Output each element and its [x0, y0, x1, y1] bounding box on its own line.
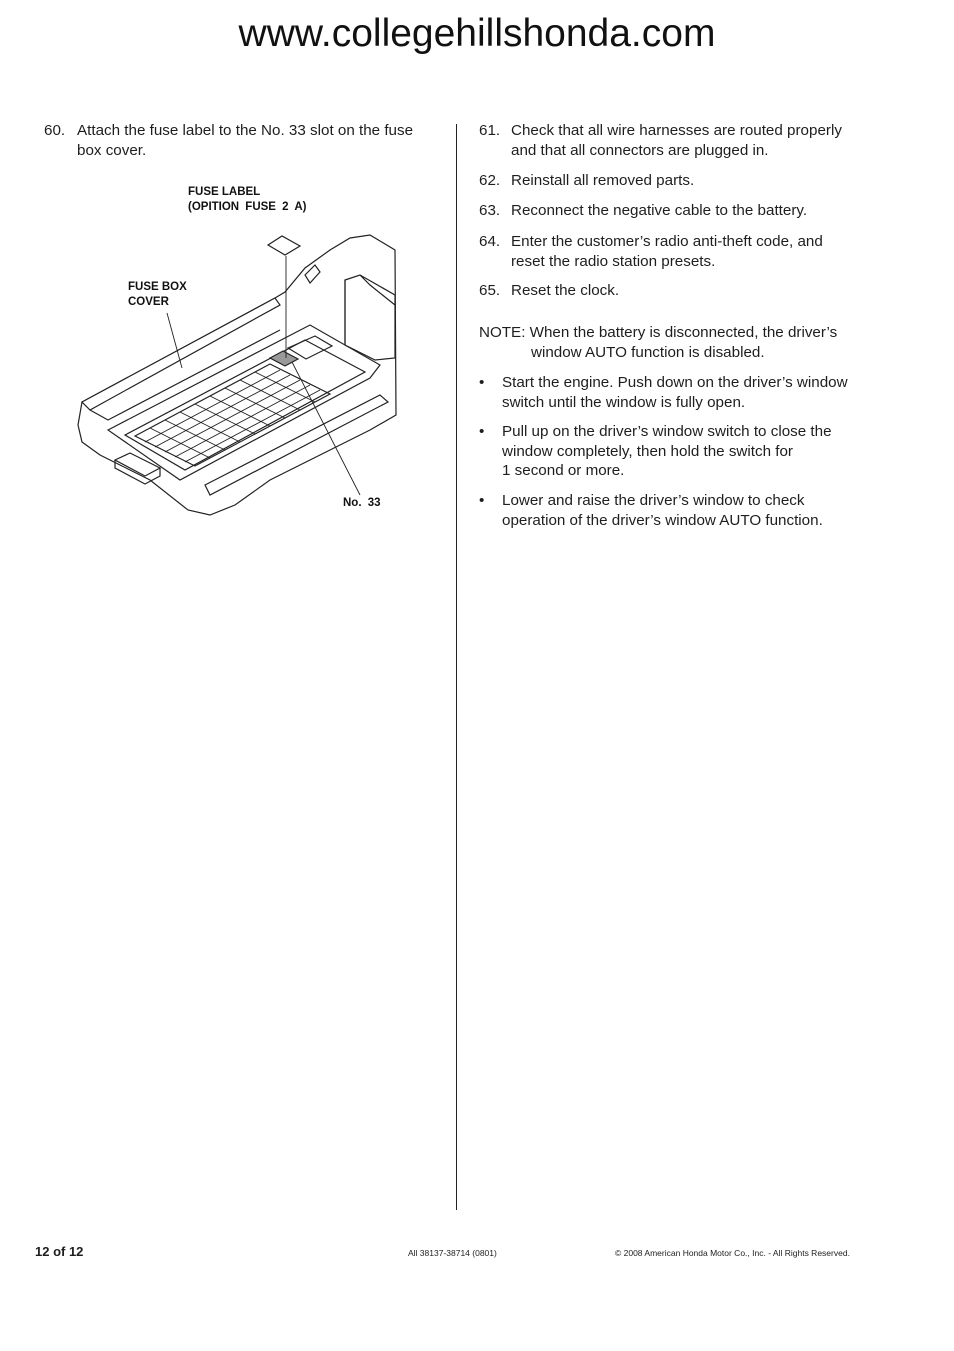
step-61	[479, 121, 899, 161]
step-text-line1: Reinstall all removed parts.	[511, 172, 695, 189]
step-text-line2: and that all connectors are plugged in.	[511, 141, 769, 159]
bullet-icon: •	[479, 423, 485, 440]
step-text-line1: Reconnect the negative cable to the battery.	[511, 202, 808, 219]
fuse-box-illustration	[70, 180, 410, 525]
bullet-icon: •	[479, 374, 485, 391]
step-number: 62.	[479, 172, 501, 189]
page-number: 12 of 12	[35, 1244, 84, 1259]
page-header-url: www.collegehillshonda.com	[238, 12, 716, 55]
no33-callout: No. 33	[343, 497, 381, 509]
bullet-text-line2: switch until the window is fully open.	[502, 393, 746, 411]
bullet-text-line3: 1 second or more.	[502, 462, 625, 479]
bullet-text-line2: operation of the driver’s window AUTO function.	[502, 511, 823, 529]
step-63	[479, 201, 899, 221]
copyright-notice: © 2008 American Honda Motor Co., Inc. - All Rights Reserved.	[615, 1248, 850, 1258]
step-text-line1: Attach the fuse label to the No. 33 slot on the fuse	[77, 122, 414, 139]
step-number: 60.	[44, 122, 66, 139]
battery-note	[479, 323, 879, 362]
bullet-text-line2: window completely, then hold the switch for	[502, 442, 793, 460]
note-line1: NOTE: When the battery is disconnected, the driver’s	[479, 324, 838, 341]
fuse-box-cover-callout-line2: COVER	[128, 296, 169, 308]
step-number: 65.	[479, 282, 501, 299]
step-number: 64.	[479, 233, 501, 250]
fuse-box-cover-callout	[128, 280, 187, 310]
bullet-item	[479, 373, 899, 413]
step-62	[479, 171, 899, 191]
bullet-text-line1: Pull up on the driver’s window switch to close the	[502, 423, 832, 440]
bullet-text-line1: Start the engine. Push down on the driver’s window	[502, 374, 848, 391]
step-text-line2: reset the radio station presets.	[511, 252, 716, 270]
bullet-text-line1: Lower and raise the driver’s window to check	[502, 492, 805, 509]
fuse-label-callout-line1: FUSE LABEL	[188, 186, 261, 198]
document-code: All 38137-38714 (0801)	[408, 1248, 497, 1258]
bullet-item	[479, 491, 899, 531]
fuse-box-cover-callout-line1: FUSE BOX	[128, 281, 187, 293]
step-text-line1: Enter the customer’s radio anti-theft code, and	[511, 233, 823, 250]
step-number: 61.	[479, 122, 501, 139]
bullet-icon: •	[479, 492, 485, 509]
step-number: 63.	[479, 202, 501, 219]
bullet-item	[479, 422, 899, 482]
step-64	[479, 232, 899, 272]
step-text-line2: box cover.	[77, 141, 147, 159]
step-text-line1: Reset the clock.	[511, 282, 620, 299]
column-divider	[456, 124, 457, 1210]
fuse-box-cover-figure	[70, 180, 410, 525]
fuse-label-callout	[188, 185, 306, 215]
step-text-line1: Check that all wire harnesses are routed properly	[511, 122, 842, 139]
fuse-label-callout-line2: (OPITION FUSE 2 A)	[188, 201, 307, 213]
note-line2: window AUTO function is disabled.	[531, 343, 765, 361]
step-65	[479, 281, 899, 301]
step-60	[44, 121, 444, 161]
